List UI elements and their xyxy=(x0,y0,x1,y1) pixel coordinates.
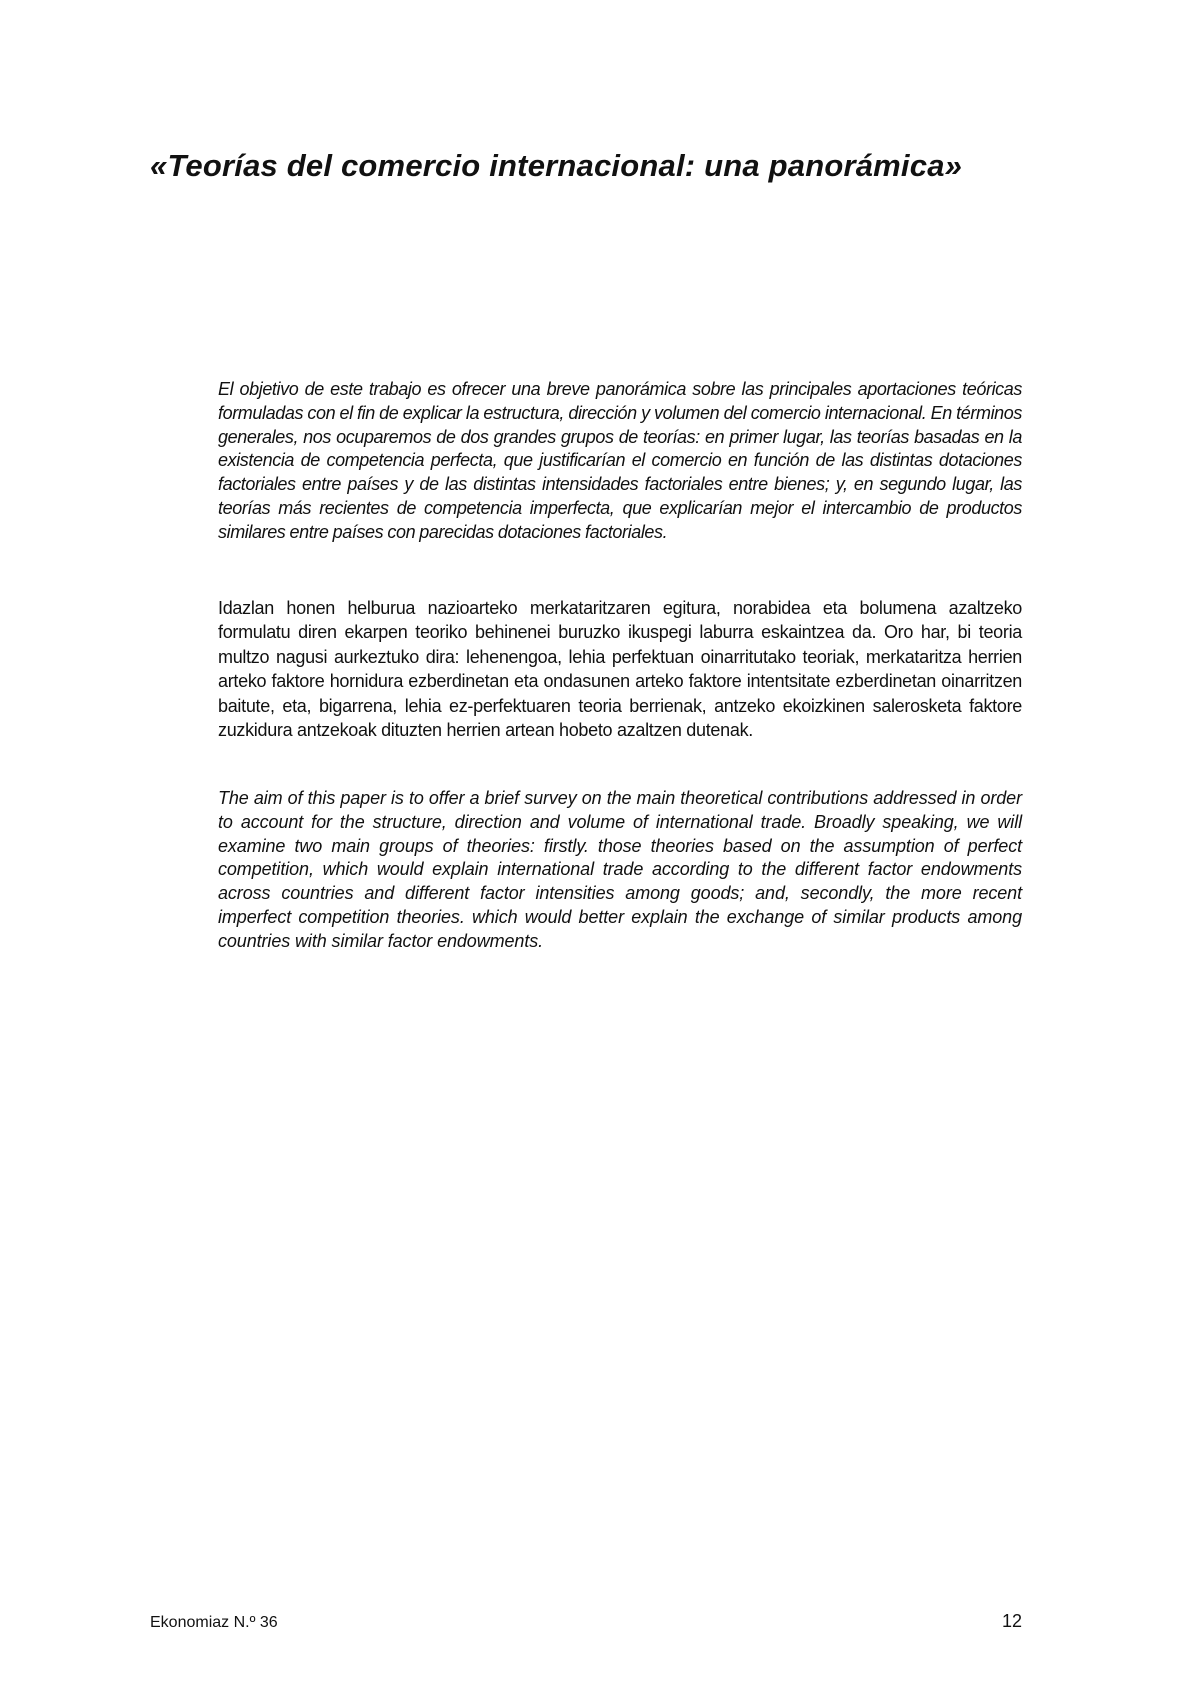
footer-page-number: 12 xyxy=(1001,1611,1022,1631)
article-title: «Teorías del comercio internacional: una panorámica» xyxy=(150,148,963,183)
abstract-english: The aim of this paper is to offer a brief survey on the main theoretical contributions addressed in order to account for the structure, direction and volume of international trade. Broadly speaking, we will examine two main groups of theories: firstly. those theories based on the assumption of perfect competition, which would explain international trade according to the different factor endowments across countries and different factor intensities among goods; and, secondly, the more recent imperfect competition theories. which would better explain the exchange of similar products among countries with similar factor endowments. xyxy=(218,788,1022,951)
footer-journal-name: Ekonomiaz N.º 36 xyxy=(150,1614,278,1631)
abstract-basque: Idazlan honen helburua nazioarteko merkataritzaren egitura, norabidea eta bolumena azaltzeko formulatu diren ekarpen teoriko behinenei buruzko ikuspegi laburra eskaintzea da. Oro har, bi teoria multzo nagusi aurkeztuko dira: lehenengoa, lehia perfektuan oinarritutako teoriak, merkataritza herrien arteko faktore hornidura ezberdinetan eta ondasunen arteko faktore intentsitate ezberdinetan oinarritzen baitute, eta, bigarrena, lehia ez-perfektuaren teoria berrienak, antzeko ekoizkinen salerosketa faktore zuzkidura antzekoak dituzten herrien artean hobeto azaltzen dutenak. xyxy=(218,598,1022,741)
abstract-spanish: El objetivo de este trabajo es ofrecer una breve panorámica sobre las principales aportaciones teóricas formuladas con el fin de explicar la estructura, dirección y volumen del comercio internacional. En términos generales, nos ocuparemos de dos grandes grupos de teorías: en primer lugar, las teorías basadas en la existencia de competencia perfecta, que justificarían el comercio en función de las distintas dotaciones factoriales entre países y de las distintas intensidades factoriales entre bienes; y, en segundo lugar, las teorías más recientes de competencia imperfecta, que explicarían mejor el intercambio de productos similares entre países con parecidas dotaciones factoriales. xyxy=(218,379,1022,542)
